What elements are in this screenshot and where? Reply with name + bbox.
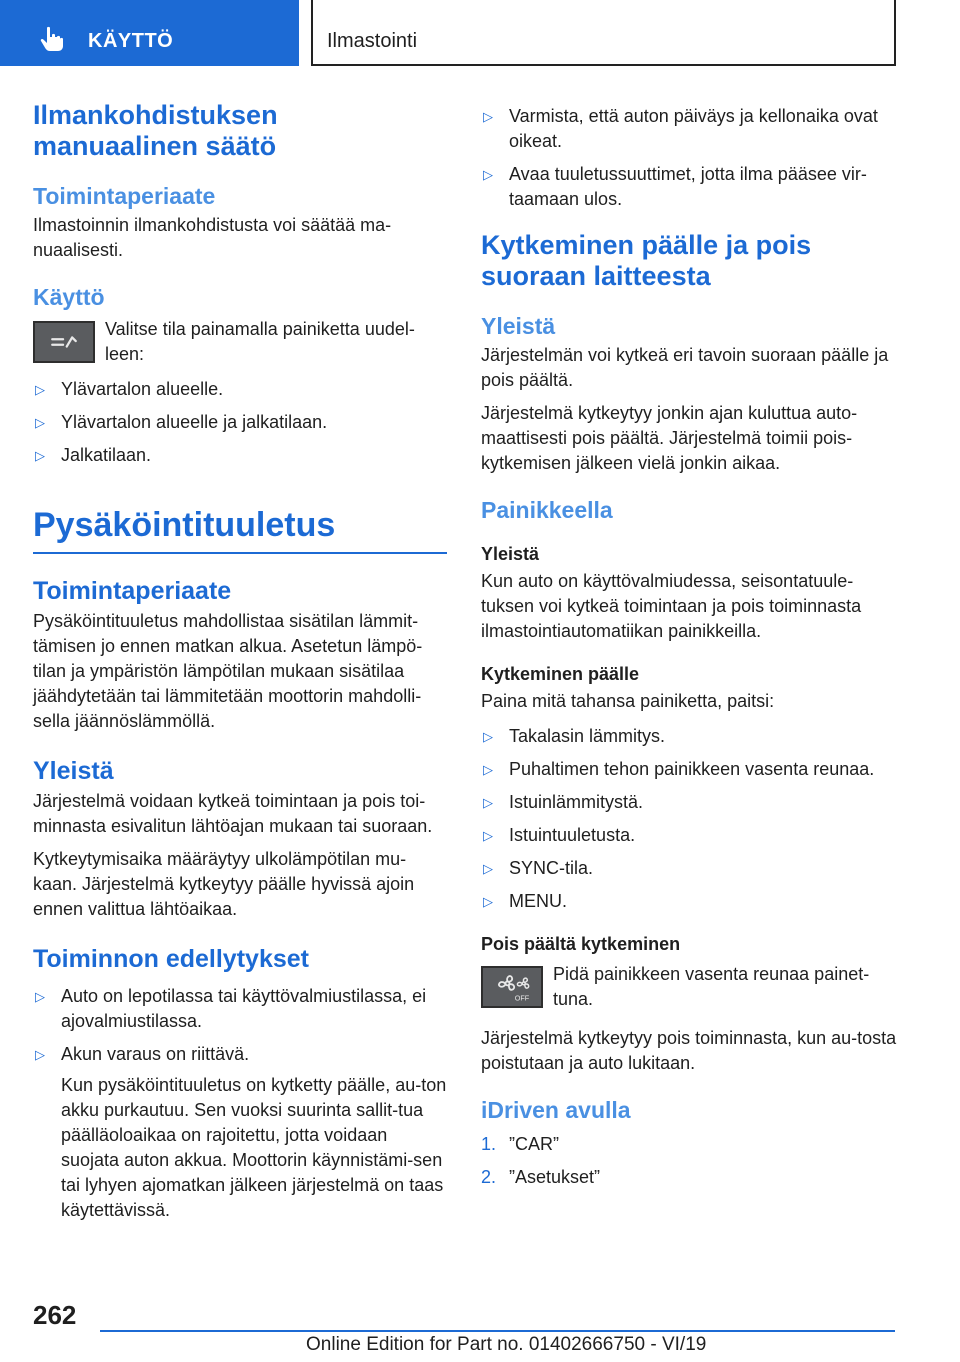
paragraph-general-1: Järjestelmä voidaan kytkeä toimintaan ja pois toi-minnasta esivalitun lähtöajan mukaan tai suoraan.	[33, 791, 433, 836]
heading-direct-switch: Kytkeminen päälle ja pois suoraan laitteesta	[481, 230, 812, 291]
top-list	[481, 104, 901, 212]
chapter-label: Ilmastointi	[327, 30, 418, 52]
paragraph-principle-2: Pysäköintituuletus mahdollistaa sisätilan lämmit-tämisen jo ennen matkan alkua. Asetetun lämpö-tilan ja ympäristön lämpötilan mukaan sisätilaa jäähdytetään tai lämmitetään moottorin mahdolli-sella jäännöslämmöllä.	[33, 611, 423, 731]
left-column	[33, 100, 447, 1231]
heading-general-left: Yleistä	[33, 757, 114, 785]
page-number: 262	[33, 1300, 77, 1330]
switch-off-text: Pidä painikkeen vasenta reunaa painet-tuna.	[553, 964, 870, 1009]
triangle-bullet-icon: ▷	[35, 448, 45, 463]
list-item: ▷ SYNC-tila.	[481, 856, 901, 881]
chapter-tab	[311, 0, 896, 66]
list-item: ▷ Takalasin lämmitys.	[481, 724, 901, 749]
usage-list	[33, 377, 447, 468]
fan-off-button-icon	[481, 966, 543, 1008]
section-tab	[0, 0, 299, 66]
list-item: ▷ MENU.	[481, 889, 901, 914]
subheading-switch-on: Kytkeminen päälle	[481, 664, 640, 684]
list-item: ▷ Auto on lepotilassa tai käyttövalmiustilassa, ei ajovalmiustilassa.	[35, 986, 427, 1031]
heading-principle-1: Toimintaperiaate	[33, 183, 216, 209]
footer-edition: Online Edition for Part no. 01402666750 - VI/19	[306, 1334, 707, 1355]
switch-on-exceptions-list	[481, 724, 901, 914]
paragraph-switch-on: Paina mitä tahansa painiketta, paitsi:	[481, 691, 775, 711]
heading-manual-adjustment: Ilmankohdistuksen manuaalinen säätö	[33, 100, 278, 161]
list-item: 1. ”CAR”	[481, 1134, 559, 1154]
triangle-bullet-icon: ▷	[483, 729, 493, 744]
hand-pointer-icon	[38, 26, 66, 52]
triangle-bullet-icon: ▷	[483, 861, 493, 876]
prerequisites-list	[33, 984, 447, 1223]
battery-note: Kun pysäköintituuletus on kytketty päälle, au-ton akku purkautuu. Sen vuoksi suurinta sallit-tua päälläoloaikaa on rajoitettu, jotta voidaan suojata auton akkua. Moottorin käynnistämi-sen tai lyhyen ajomatkan jälkeen järjestelmä on taas käytettävissä.	[61, 1075, 447, 1220]
footer-divider	[100, 1330, 895, 1332]
paragraph-switch-off: Järjestelmä kytkeytyy pois toiminnasta, kun au-tosta poistutaan ja auto lukitaan.	[481, 1028, 897, 1073]
paragraph-principle-1: Ilmastoinnin ilmankohdistusta voi säätää ma-nuaalisesti.	[33, 215, 392, 260]
off-label: OFF	[514, 993, 530, 1003]
heading-general-right: Yleistä	[481, 313, 556, 339]
triangle-bullet-icon: ▷	[35, 1047, 45, 1062]
triangle-bullet-icon: ▷	[483, 762, 493, 777]
list-item: ▷ Akun varaus on riittävä. Kun pysäköintituuletus on kytketty päälle, au-ton akku purkautuu. Sen vuoksi suurinta sallit-tua päälläoloaikaa on rajoitettu, jotta voidaan suojata auton akkua. Moottorin käynnistämi-sen tai lyhyen ajomatkan jälkeen järjestelmä on taas käytettävissä.	[33, 1042, 447, 1223]
paragraph-right-general-1: Järjestelmän voi kytkeä eri tavoin suoraan päälle ja pois päältä.	[481, 345, 889, 390]
list-item: ▷ Ylävartalon alueelle ja jalkatilaan.	[33, 410, 447, 435]
heading-usage: Käyttö	[33, 284, 105, 310]
heading-prerequisites: Toiminnon edellytykset	[33, 945, 309, 973]
idrive-steps-list	[481, 1132, 901, 1190]
list-item: ▷ Istuintuuletusta.	[481, 823, 901, 848]
triangle-bullet-icon: ▷	[483, 109, 493, 124]
paragraph-buttons: Kun auto on käyttövalmiudessa, seisontatuule-tuksen voi kytkeä toimintaan ja pois toiminnasta ilmastointiautomatiikan painikkeilla.	[481, 571, 862, 641]
paragraph-right-general-2: Järjestelmä kytkeytyy jonkin ajan kuluttua auto-maattisesti pois päältä. Järjestelmä toimii pois-kytkemisen jälkeen vielä jonkin aikaa.	[481, 403, 858, 473]
subheading-general: Yleistä	[481, 544, 540, 564]
triangle-bullet-icon: ▷	[483, 795, 493, 810]
section-label: KÄYTTÖ	[88, 30, 174, 52]
usage-text: Valitse tila painamalla painiketta uudel-leen:	[105, 319, 415, 364]
triangle-bullet-icon: ▷	[483, 828, 493, 843]
heading-parking-ventilation: Pysäköintituuletus	[33, 504, 447, 554]
right-column	[481, 100, 901, 1198]
heading-buttons: Painikkeella	[481, 497, 613, 523]
list-item: ▷ Jalkatilaan.	[33, 443, 447, 468]
usage-icon-row	[33, 317, 447, 367]
triangle-bullet-icon: ▷	[483, 894, 493, 909]
list-item: 2. ”Asetukset”	[481, 1167, 601, 1187]
triangle-bullet-icon: ▷	[35, 382, 45, 397]
triangle-bullet-icon: ▷	[35, 415, 45, 430]
subheading-switch-off: Pois päältä kytkeminen	[481, 934, 681, 954]
heading-principle-2: Toimintaperiaate	[33, 577, 232, 605]
list-item: ▷ Avaa tuuletussuuttimet, jotta ilma pääsee vir-taamaan ulos.	[483, 164, 867, 209]
switch-off-icon-row	[481, 962, 901, 1012]
triangle-bullet-icon: ▷	[483, 167, 493, 182]
list-item: ▷ Varmista, että auton päiväys ja kellonaika ovat oikeat.	[483, 106, 878, 151]
paragraph-general-2: Kytkeytymisaika määräytyy ulkolämpötilan mu-kaan. Järjestelmä kytkeytyy päälle hyvissä ajoin ennen valittua lähtöaikaa.	[33, 849, 415, 919]
list-item: ▷ Istuinlämmitystä.	[481, 790, 901, 815]
page-header	[0, 0, 960, 66]
list-item: ▷ Puhaltimen tehon painikkeen vasenta reunaa.	[481, 757, 901, 782]
triangle-bullet-icon: ▷	[35, 989, 45, 1004]
list-item: ▷ Ylävartalon alueelle.	[33, 377, 447, 402]
air-distribution-button-icon	[33, 321, 95, 363]
heading-idrive: iDriven avulla	[481, 1097, 631, 1123]
